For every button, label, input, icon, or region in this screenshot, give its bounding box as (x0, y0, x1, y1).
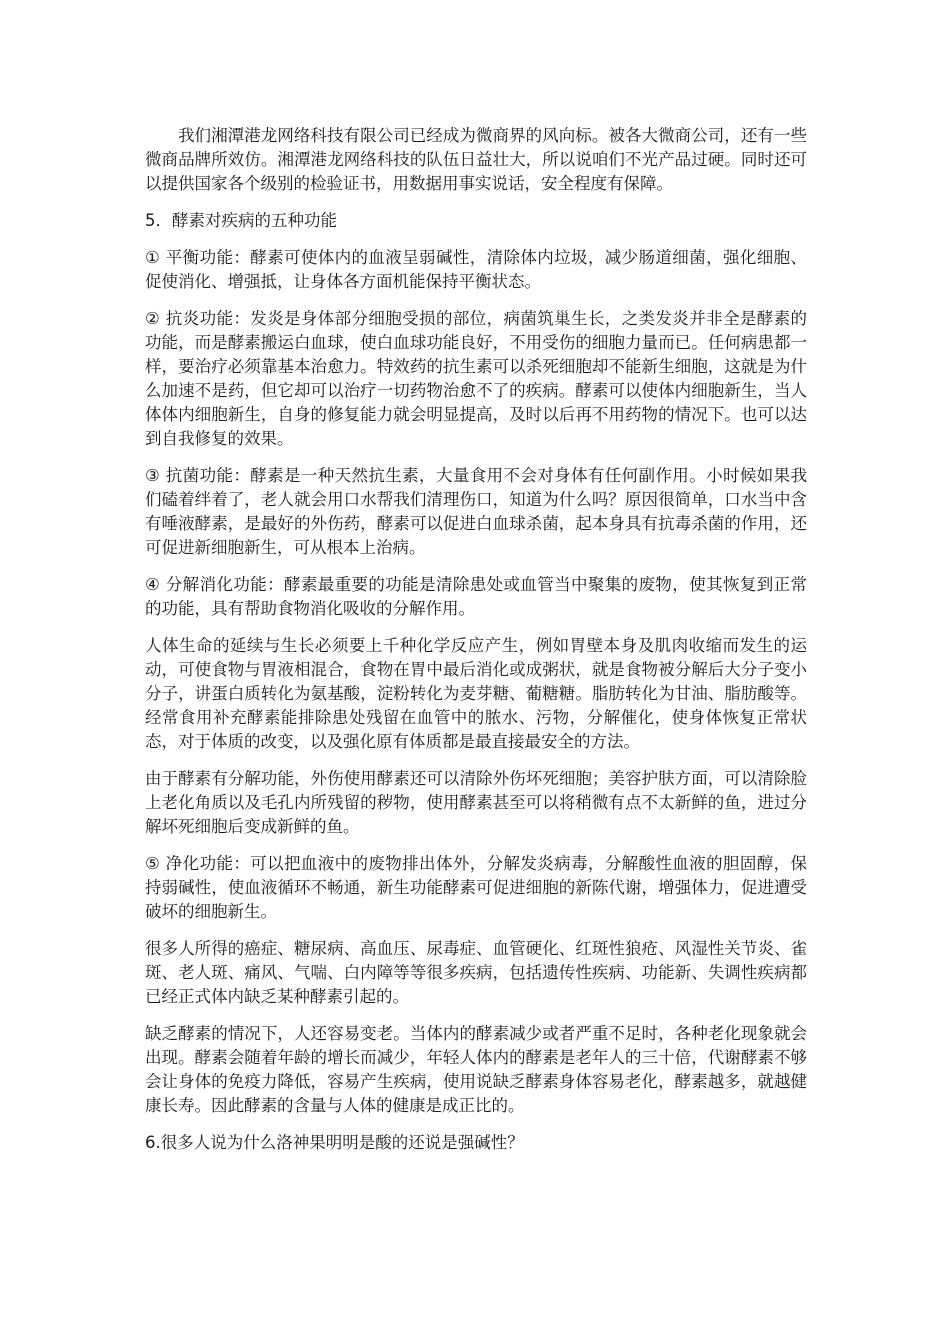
function-anti-inflammatory-paragraph: ② 抗炎功能：发炎是身体部分细胞受损的部位，病菌筑巢生长，之类发炎并非全是酵素的功能，而是酵素搬运白血球，使白血球功能良好，不用受伤的细胞力量而已。任何病患都一样，要治疗必须靠基本治愈力。特效药的抗生素可以杀死细胞却不能新生细胞，这就是为什么加速不是药，但它却可以治疗一切药物治愈不了的疾病。酵素可以使体内细胞新生，当人体体内细胞新生，自身的修复能力就会明显提高，及时以后再不用药物的情况下。也可以达到自我修复的效果。 (145, 309, 807, 448)
function-digestion-paragraph: ④ 分解消化功能：酵素最重要的功能是清除患处或血管当中聚集的废物，使其恢复到正常的功能，具有帮助食物消化吸收的分解作用。 (145, 575, 807, 618)
section-heading-5: 5．酵素对疾病的五种功能 (145, 211, 337, 230)
body-paragraph: 缺乏酵素的情况下，人还容易变老。当体内的酵素减少或者严重不足时，各种老化现象就会出现。酵素会随着年龄的增长而减少，年轻人体内的酵素是老年人的三十倍，代谢酵素不够会让身体的免疫力降低，容易产生疾病，使用说缺乏酵素身体容易老化，酵素越多，就越健康长寿。因此酵素的含量与人体的健康是成正比的。 (145, 1024, 807, 1115)
intro-paragraph: 我们湘潭港龙网络科技有限公司已经成为微商界的风向标。被各大微商公司，还有一些微商品牌所效仿。湘潭港龙网络科技的队伍日益壮大，所以说咱们不光产品过硬。同时还可以提供国家各个级别的检验证书，用数据用事实说话，安全程度有保障。 (145, 126, 807, 193)
body-paragraph: 人体生命的延续与生长必须要上千种化学反应产生，例如胃壁本身及肌肉收缩而发生的运动，可使食物与胃液相混合，食物在胃中最后消化或成粥状，就是食物被分解后大分子变小分子，讲蛋白质转化为氨基酸，淀粉转化为麦芽糖、葡糖糖。脂肪转化为甘油、脂肪酸等。经常食用补充酵素能排除患处残留在血管中的脓水、污物，分解催化，使身体恢复正常状态，对于体质的改变，以及强化原有体质都是最直接最安全的方法。 (145, 636, 807, 751)
body-paragraph: 很多人所得的癌症、糖尿病、高血压、尿毒症、血管硬化、红斑性狼疮、风湿性关节炎、雀斑、老人斑、痛风、气喘、白内障等等很多疾病，包括遗传性疾病、功能新、失调性疾病都已经正式体内缺乏某种酵素引起的。 (145, 939, 807, 1006)
function-purify-paragraph: ⑤ 净化功能：可以把血液中的废物排出体外，分解发炎病毒，分解酸性血液的胆固醇，保持弱碱性，使血液循环不畅通，新生功能酵素可促进细胞的新陈代谢，增强体力，促进遭受破坏的细胞新生。 (145, 854, 807, 921)
document-body (145, 124, 807, 1168)
function-balance-paragraph: ① 平衡功能：酵素可使体内的血液呈弱碱性，清除体内垃圾，减少肠道细菌，强化细胞、促使消化、增强抵，让身体各方面机能保持平衡状态。 (145, 248, 807, 291)
function-antibacterial-paragraph: ③ 抗菌功能：酵素是一种天然抗生素，大量食用不会对身体有任何副作用。小时候如果我们磕着绊着了，老人就会用口水帮我们清理伤口，知道为什么吗？原因很简单，口水当中含有唾液酵素，是最好的外伤药，酵素可以促进白血球杀菌，起本身具有抗毒杀菌的作用，还可促进新细胞新生，可从根本上治病。 (145, 466, 807, 557)
body-paragraph: 由于酵素有分解功能，外伤使用酵素还可以清除外伤坏死细胞；美容护肤方面，可以清除脸上老化角质以及毛孔内所残留的秽物，使用酵素甚至可以将稍微有点不太新鲜的鱼，进过分解坏死细胞后变成新鲜的鱼。 (145, 769, 807, 836)
section-heading-6: 6.很多人说为什么洛神果明明是酸的还说是强碱性？ (145, 1133, 524, 1152)
